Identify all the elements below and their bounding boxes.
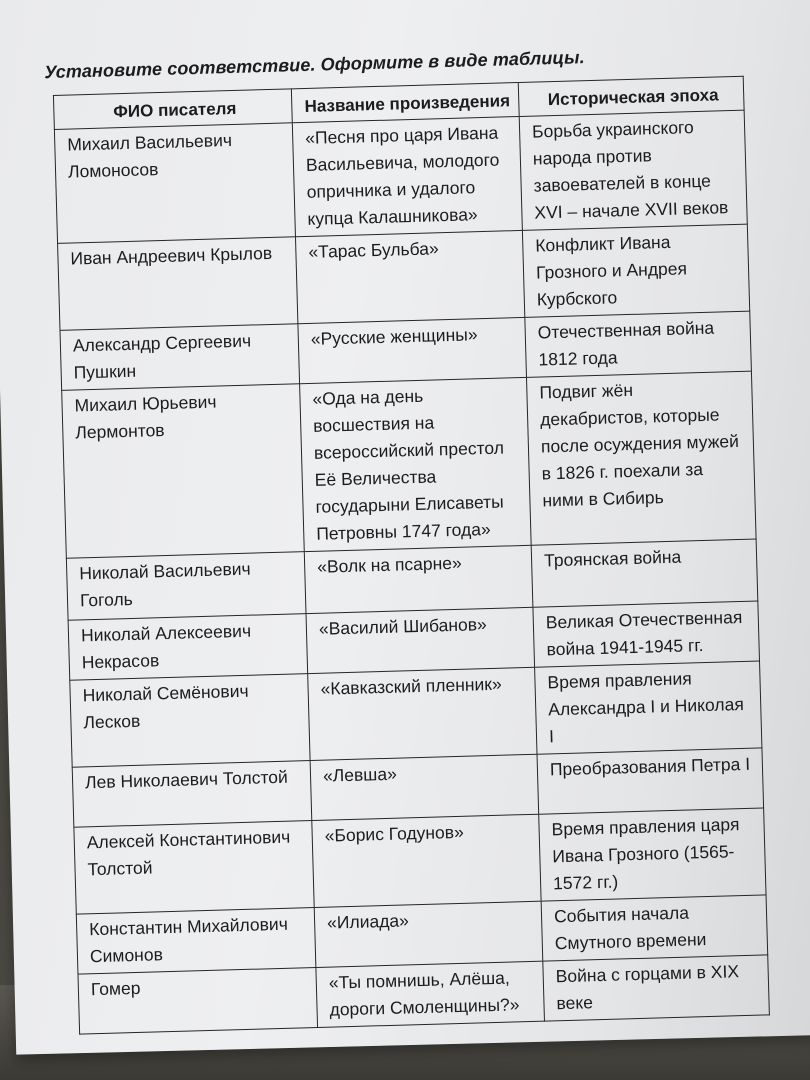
- author-cell: Гомер: [78, 967, 318, 1034]
- work-cell: «Илиада»: [314, 901, 543, 967]
- author-cell: Николай Васильевич Гоголь: [66, 552, 306, 621]
- header-era: Историческая эпоха: [518, 76, 744, 116]
- era-cell: Великая Отечественная война 1941-1945 гг.: [533, 601, 760, 667]
- work-cell: «Песня про царя Ивана Васильевича, молодого опричника и удалого купца Калашникова»: [292, 116, 522, 236]
- work-cell: «Волк на псарне»: [304, 545, 533, 613]
- era-cell: Конфликт Ивана Грозного и Андрея Курбского: [522, 224, 749, 317]
- era-cell: Троянская война: [531, 539, 758, 607]
- author-cell: Михаил Юрьевич Лермонтов: [62, 384, 305, 559]
- era-cell: Время правления Александра I и Николая I: [535, 661, 762, 754]
- document-content: [44, 40, 810, 1034]
- work-cell: «Борис Годунов»: [312, 814, 541, 907]
- era-cell: Подвиг жён декабристов, которые после осуждения мужей в 1826 г. поехали за ними в Сибирь: [526, 371, 756, 545]
- header-work: Название произведения: [291, 82, 519, 122]
- era-cell: События начала Смутного времени: [541, 895, 768, 961]
- author-cell: Константин Михайлович Симонов: [76, 908, 316, 975]
- work-cell: «Русские женщины»: [298, 317, 527, 383]
- author-cell: Михаил Васильевич Ломоносов: [54, 123, 295, 244]
- work-cell: «Левша»: [310, 754, 539, 820]
- era-cell: Время правления царя Ивана Грозного (1565-1572 гг.): [539, 808, 766, 901]
- author-cell: Николай Алексеевич Некрасов: [68, 614, 308, 681]
- matching-table: [53, 76, 770, 1035]
- era-cell: Отечественная война 1812 года: [525, 311, 752, 377]
- table-row: [62, 371, 756, 558]
- header-author: ФИО писателя: [53, 89, 292, 130]
- era-cell: Преобразования Петра I: [537, 748, 764, 814]
- work-cell: «Кавказский пленник»: [308, 667, 537, 760]
- author-cell: Алексей Константинович Толстой: [74, 821, 314, 915]
- table-row: [54, 110, 747, 243]
- author-cell: Александр Сергеевич Пушкин: [60, 324, 300, 391]
- author-cell: Иван Андреевич Крылов: [58, 237, 298, 331]
- work-cell: «Ода на день восшествия на всероссийский престол Её Величества государыни Елисаветы Петровны 1747 года»: [300, 377, 532, 551]
- work-cell: «Василий Шибанов»: [306, 607, 535, 673]
- era-cell: Борьба украинского народа против завоевателей в конце XVI – начале XVII веков: [519, 110, 747, 230]
- work-cell: «Тарас Бульба»: [295, 230, 524, 323]
- author-cell: Николай Семёнович Лесков: [70, 674, 310, 768]
- author-cell: Лев Николаевич Толстой: [72, 761, 312, 828]
- work-cell: «Ты помнишь, Алёша, дороги Смоленщины?»: [316, 961, 545, 1027]
- task-title: Установите соответствие. Оформите в виде таблицы.: [44, 47, 585, 83]
- era-cell: Война с горцами в XIX веке: [543, 955, 770, 1021]
